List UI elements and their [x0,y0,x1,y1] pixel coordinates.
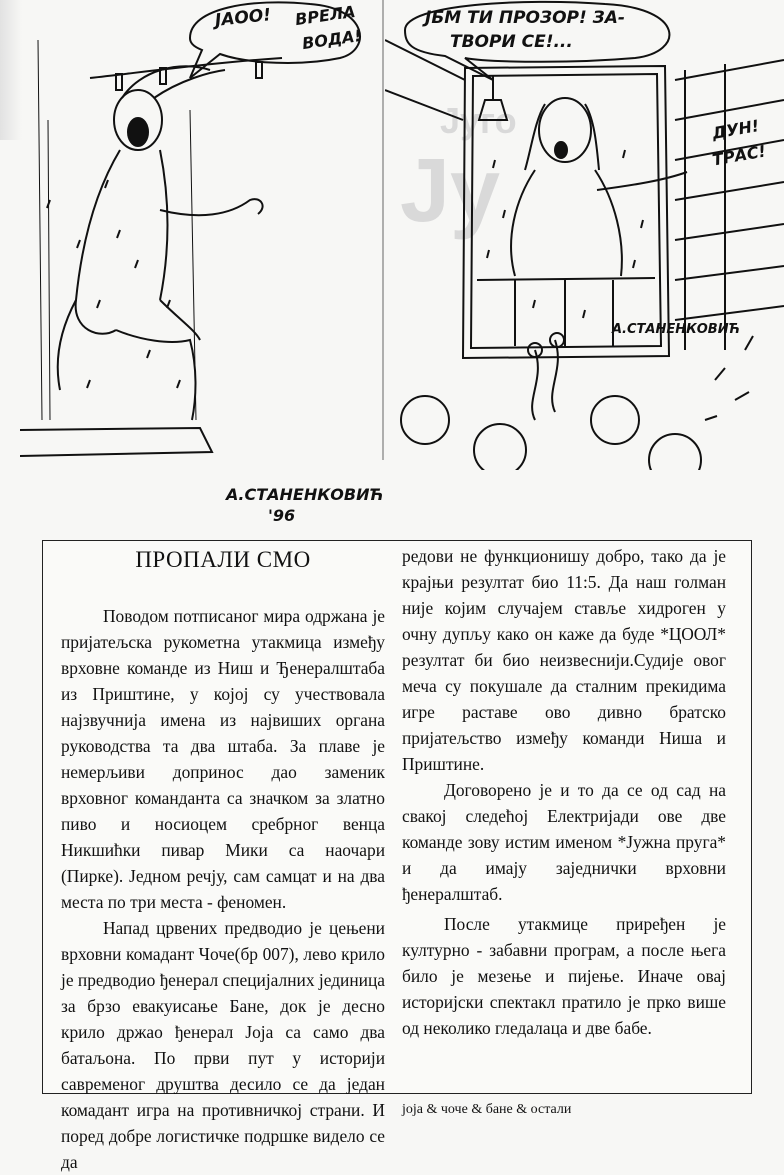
shower-drawing [20,0,375,470]
ghost-text: Југо [440,100,517,141]
artist-signature: А.СТАНЕНКОВИЋ [226,485,384,504]
artist-signature: А.СТАНЕНКОВИЋ [612,322,740,337]
comic-panel-right [385,0,784,470]
article-title: ПРОПАЛИ СМО [135,547,311,572]
signature-year: '96 [268,506,296,525]
article-paragraph: Договорено је и то да се од сад на свакој следећој Електријади ове две команде зову истим именом *Јужна пруга* и да имају заједнички врховни ђенералштаб. [402,780,726,904]
article-paragraph: Напад црвених предводио је цењени врховни комадант Чоче(бр 007), лево крило је предводио ђенерал специјалних јединица за брзо евакуисање Бане, док је десно крило држао ђенерал Јоја са само два батаљона. По први пут у историји савременог друштва десило се да један комадант игра на противничкој страни. И поред добре логистичке подршке видело се да [61,918,385,1172]
sound-effect: ДУН! [710,116,761,143]
article-column-left [61,545,385,1175]
article-column-right [402,543,726,1123]
page-fold [0,0,22,140]
panel-divider [382,0,384,460]
article-paragraph: редови не функционишу добро, тако да је крајњи резултат био 11:5. Да наш голман није којим случајем ставље хидроген у очну дупљу како он каже да буде *ЦООЛ* резултат би био неизвеснији.Судије овог меча су покушале да сталним прекидима игре раставе ово дивно братско пријатељство између команди Ниша и Приштине. [402,546,726,774]
ghost-text: Jу [400,141,501,241]
article-paragraph: Поводом потписаног мира одржана је пријатељска рукометна утакмица између врховне команде из Ниш и Ђенералштаба из Приштине, у којој су учествовала најзвучнија имена из највиших органа руководства та два штаба. За плаве је немерљиви допринос дао заменик врховног команданта са значком за златно пиво и носиоцем сребрног венца Никшићки пивар Мики са наочари (Пирке). Једном речју, сам самцат и на два места по три места - феномен. [61,606,385,912]
article-paragraph: После утакмице приређен је културно - забавни програм, а после њега било је мезење и пијење. Иначе овај историјски спектакл пратило је прко више од неколико гледалаца и две бабе. [402,914,726,1038]
speech-text: ЈБМ ТИ ПРОЗОР! ЗА- [425,8,625,28]
speech-text: ВОДА! [300,25,363,54]
sound-effect: ТРАС! [710,141,768,170]
article-box [42,540,752,1172]
speech-text: ВРЕЛА [293,1,357,30]
speech-text: ЈАОО! [214,5,273,31]
speech-text: ТВОРИ СЕ!... [450,32,573,52]
comic-panel-left [20,0,375,470]
article-signoff: јоја & чоче & бане & остали [402,1102,572,1117]
window-drawing [385,0,784,470]
